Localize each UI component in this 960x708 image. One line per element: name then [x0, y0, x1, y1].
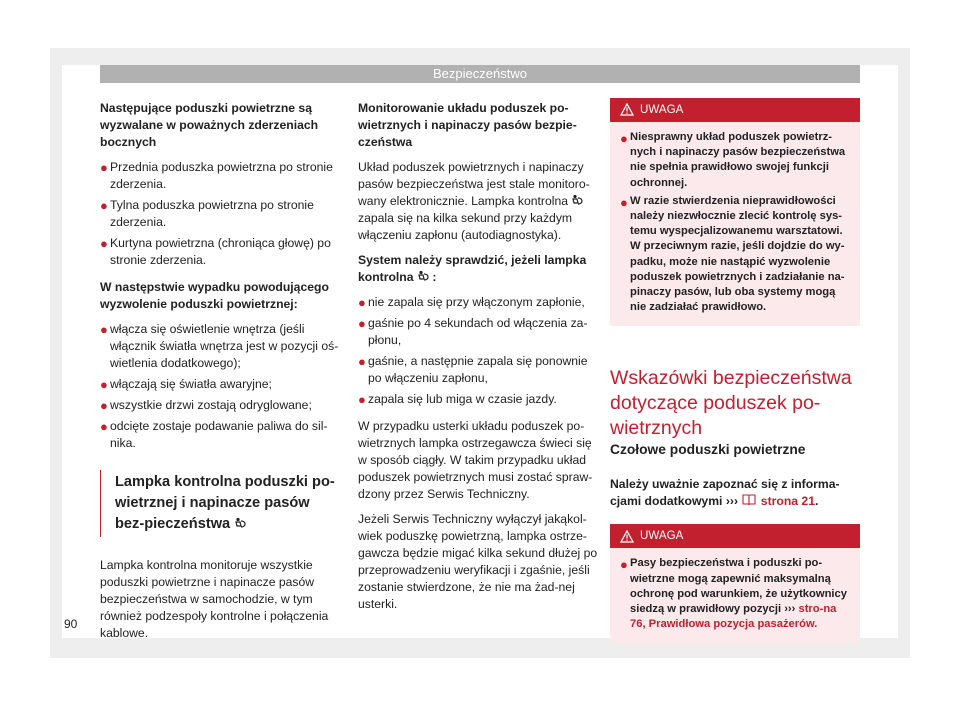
airbag-icon: [234, 517, 246, 529]
list-item-text: Niesprawny układ poduszek powietrz-nych i napinaczy pasów bezpieczeństwa nie spełnia prawidłowo swojej funkcji ochronnej.: [630, 131, 846, 189]
left-column: [100, 100, 340, 650]
note-page-link[interactable]: strona 21: [760, 494, 815, 509]
list-item: [620, 130, 850, 191]
list-item-text: włączają się światła awaryjne;: [110, 377, 272, 391]
chapter-header: Bezpieczeństwo: [100, 65, 860, 83]
bullet-dot: ●: [100, 198, 108, 213]
warning-body: [610, 548, 860, 643]
middle-column: [358, 100, 602, 621]
list-item: [100, 235, 340, 269]
list-item: [100, 197, 340, 231]
warning-text: [630, 556, 850, 632]
monitoring-paragraph: [358, 159, 602, 244]
list-item: [100, 376, 340, 393]
bullet-dot: ●: [100, 419, 108, 434]
list-item-text: gaśnie po 4 sekundach od włączenia za-płonu,: [368, 316, 588, 347]
bullet-dot: ●: [620, 557, 628, 573]
note-arrow: ›››: [725, 494, 739, 509]
bullet-dot: ●: [358, 295, 366, 310]
fault-paragraph: W przypadku usterki układu poduszek po-wietrznych lampka ostrzegawcza świeci się w sposób ciągły. W takim przypadku układ poduszek powietrznych musi zostać spraw-dzony przez Serwis Techniczny.: [358, 419, 593, 501]
warning-box-1: [610, 98, 860, 326]
list-item: [358, 294, 602, 311]
bullet-dot: ●: [100, 398, 108, 413]
list-item-text: nie zapala się przy włączonym zapłonie,: [368, 295, 585, 309]
bullet-dot: ●: [100, 322, 108, 337]
service-paragraph: Jeżeli Serwis Techniczny wyłączył jakąkol-wiek poduszkę powietrzną, lampka ostrze-gawcza będzie migać kilka sekund dłużej po przeprowadzeniu weryfikacji i zgaśnie, jeśli zostanie stwierdzone, że nie ma żad-nej usterki.: [358, 512, 598, 611]
warning-triangle-icon: [620, 530, 634, 543]
note-end: .: [815, 494, 819, 509]
check-system-colon: :: [432, 270, 437, 284]
side-impact-list: [100, 159, 340, 269]
list-item-text: Przednia poduszka powietrzna po stronie zderzenia.: [110, 160, 333, 191]
warning-triangle-icon: [620, 103, 634, 116]
warning-label: UWAGA: [640, 103, 684, 116]
list-item: [100, 397, 340, 414]
after-accident-heading: W następstwie wypadku powodującego wyzwolenie poduszki powietrznej:: [100, 280, 329, 311]
airbag-icon: [571, 194, 583, 206]
monitoring-text-2: zapala się na kilka sekund przy każdym włączeniu zapłonu (autodiagnostyka).: [358, 211, 573, 242]
warning-header: [610, 524, 860, 548]
warning-lamp-paragraph: Lampka kontrolna monitoruje wszystkie poduszki powietrzne i napinacze pasów bezpieczeństwa w samochodzie, w tym również podzespoły kontrolne i połączenia kablowe.: [100, 558, 329, 640]
check-system-list: [358, 294, 602, 408]
list-item: [100, 418, 340, 452]
list-item: [100, 159, 340, 193]
check-system-text: System należy sprawdzić, jeżeli lampka kontrolna: [358, 253, 587, 284]
after-accident-list: [100, 321, 340, 452]
warning2-arrow: ›››: [784, 603, 796, 616]
list-item-text: Tylna poduszka powietrzna po stronie zderzenia.: [110, 198, 314, 229]
safety-section: [610, 366, 860, 458]
book-icon: [741, 493, 757, 506]
monitoring-heading: Monitorowanie układu poduszek po-wietrznych i napinaczy pasów bezpie-czeństwa: [358, 101, 577, 149]
list-item: [358, 315, 602, 349]
warning2-text: Pasy bezpieczeństwa i poduszki po-wietrzne mogą zapewnić maksymalną ochronę pod warunkiem, że użytkownicy siedzą w prawidłowy pozycji: [630, 557, 847, 616]
bullet-dot: ●: [358, 354, 366, 369]
warning-lamp-section-title: [100, 470, 340, 537]
bullet-dot: ●: [358, 392, 366, 407]
note-text: Należy uważnie zapoznać się z informa-cjami dodatkowymi: [610, 477, 840, 509]
bullet-dot: ●: [620, 131, 628, 146]
list-item-text: włącza się oświetlenie wnętrza (jeśli włącznik światła wnętrza jest w pozycji oś-wietlenia dodatkowego);: [110, 322, 339, 370]
check-system-heading: [358, 252, 602, 286]
safety-title: Wskazówki bezpieczeństwa dotyczące poduszek po-wietrznych: [610, 367, 852, 440]
note-paragraph: [610, 476, 860, 510]
bullet-dot: ●: [100, 377, 108, 392]
list-item-text: gaśnie, a następnie zapala się ponownie po włączeniu zapłonu,: [368, 354, 588, 385]
list-item: [358, 391, 602, 408]
frontal-airbags-subtitle: Czołowe poduszki powietrzne: [610, 442, 806, 458]
list-item: [100, 321, 340, 372]
warning-body: [610, 122, 860, 326]
list-item-text: odcięte zostaje podawanie paliwa do sil-nika.: [110, 419, 328, 450]
warning-label: UWAGA: [640, 529, 684, 543]
bullet-dot: ●: [358, 316, 366, 331]
bullet-dot: ●: [100, 160, 108, 175]
list-item: [620, 556, 850, 632]
section-title-text: Lampka kontrolna poduszki po-wietrznej i napinacze pasów bez-pieczeństwa: [115, 474, 335, 532]
monitoring-text-1: Układ poduszek powietrznych i napinaczy pasów bezpieczeństwa jest stale monitoro-wany elektronicznie. Lampka kontrolna: [358, 160, 590, 208]
list-item: [358, 353, 602, 387]
page-number: 90: [64, 617, 78, 631]
list-item: [620, 194, 850, 316]
list-item-text: W razie stwierdzenia nieprawidłowości należy niezwłocznie zlecić kontrolę sys-temu wyspecjalizowanemu warsztatowi. W przeciwnym razie, jeśli dojdzie do wy-padku, może nie nastąpić wyzwolenie poduszek powietrznych i zadziałanie na-pinaczy pasów, lub oba systemy mogą nie zadziałać prawidłowo.: [630, 194, 845, 314]
warning-header: [610, 98, 860, 122]
list-item-text: wszystkie drzwi zostają odryglowane;: [110, 398, 312, 412]
warning2-page-link[interactable]: stro-na 76, Prawidłowa pozycja pasażerów.: [630, 603, 837, 631]
warning-box-2: [610, 524, 860, 643]
airbag-icon: [417, 270, 429, 282]
bullet-dot: ●: [100, 236, 108, 251]
right-column: [610, 98, 860, 643]
side-impact-heading: Następujące poduszki powietrzne są wyzwalane w poważnych zderzeniach bocznych: [100, 101, 319, 149]
list-item-text: Kurtyna powietrzna (chroniąca głowę) po stronie zderzenia.: [110, 236, 331, 267]
bullet-dot: ●: [620, 194, 628, 210]
list-item-text: zapala się lub miga w czasie jazdy.: [368, 392, 557, 406]
